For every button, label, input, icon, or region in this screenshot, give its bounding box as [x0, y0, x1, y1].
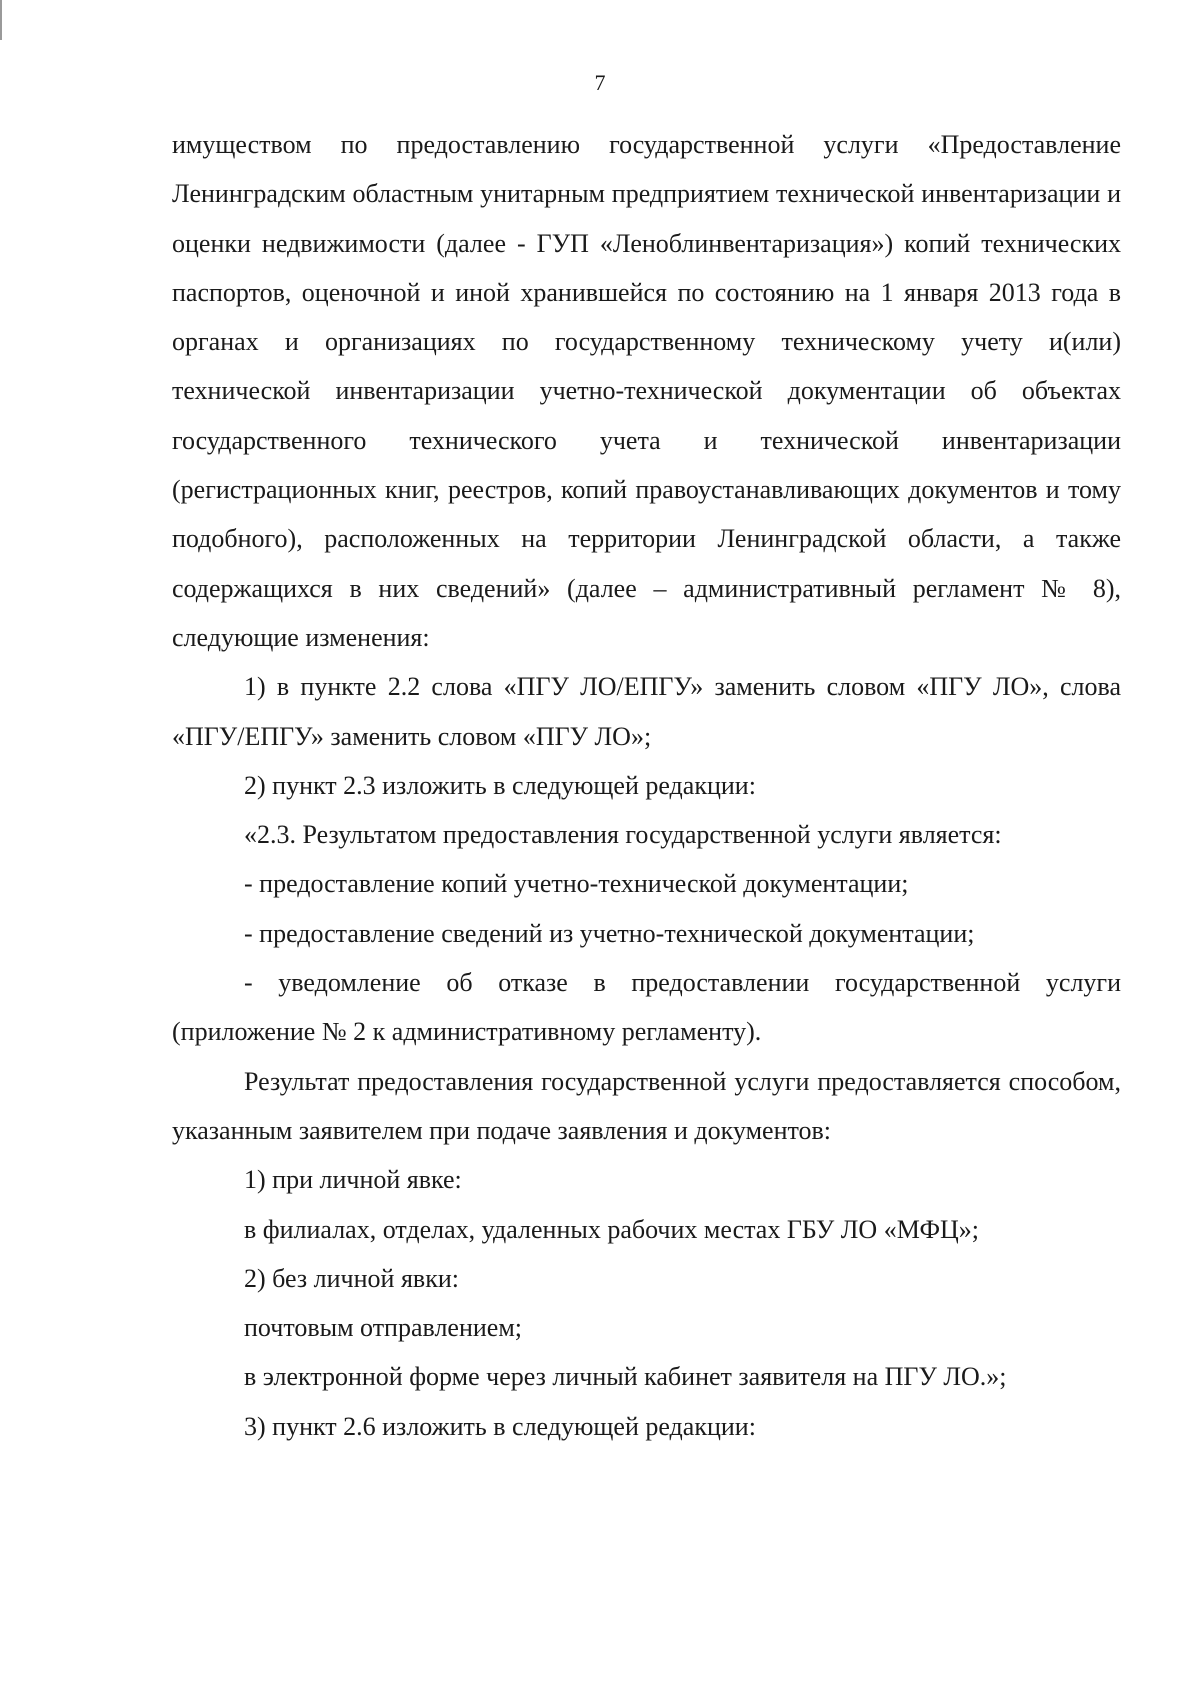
- delivery-personal-where: в филиалах, отделах, удаленных рабочих местах ГБУ ЛО «МФЦ»;: [244, 1214, 980, 1244]
- delivery-personal: 1) при личной явке:: [244, 1165, 462, 1195]
- result-info: - предоставление сведений из учетно-технической документации;: [244, 918, 975, 948]
- quote-heading-2-3: «2.3. Результатом предоставления государственной услуги является:: [244, 820, 1002, 850]
- delivery-electronic: в электронной форме через личный кабинет заявителя на ПГУ ЛО.»;: [244, 1362, 1007, 1392]
- delivery-remote: 2) без личной явки:: [244, 1263, 459, 1293]
- amendment-item-1: 1) в пункте 2.2 слова «ПГУ ЛО/ЕПГУ» заменить словом «ПГУ ЛО», слова «ПГУ/ЕПГУ» заменить словом «ПГУ ЛО»;: [172, 672, 1121, 751]
- document-body: [172, 120, 1121, 1451]
- result-copies: - предоставление копий учетно-технической документации;: [244, 869, 909, 899]
- page-number: 7: [594, 70, 606, 95]
- result-refusal: - уведомление об отказе в предоставлении государственной услуги (приложение № 2 к административному регламенту).: [172, 968, 1121, 1047]
- scan-edge-mark: [0, 0, 2, 40]
- delivery-mail: почтовым отправлением;: [244, 1313, 523, 1343]
- amendment-item-2: 2) пункт 2.3 изложить в следующей редакции:: [244, 770, 756, 800]
- intro-paragraph: имуществом по предоставлению государственной услуги «Предоставление Ленинградским областным унитарным предприятием технической инвентаризации и оценки недвижимости (далее - ГУП «Леноблинвентаризация») копий технических паспортов, оценочной и иной хранившейся по состоянию на 1 января 2013 года в органах и организациях по государственному техническому учету и(или) технической инвентаризации учетно-технической документации об объектах государственного технического учета и технической инвентаризации (регистрационных книг, реестров, копий правоустанавливающих документов и тому подобного), расположенных на территории Ленинградской области, а также содержащихся в них сведений» (далее – административный регламент № 8), следующие изменения:: [172, 130, 1121, 652]
- amendment-item-3: 3) пункт 2.6 изложить в следующей редакции:: [244, 1411, 756, 1441]
- delivery-paragraph: Результат предоставления государственной услуги предоставляется способом, указанным заявителем при подаче заявления и документов:: [172, 1066, 1121, 1145]
